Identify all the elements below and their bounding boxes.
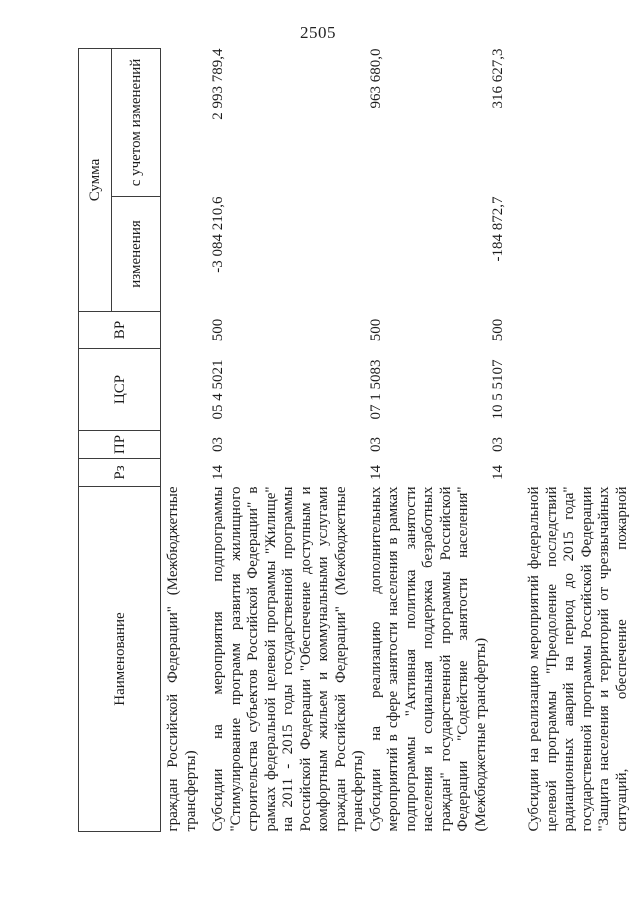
cell-izmeneniya: [368, 197, 491, 312]
page-number: 2505: [300, 23, 336, 42]
cell-s-uchetom: 2 993 789,4: [210, 48, 226, 120]
cell-csr: [161, 349, 211, 431]
cell-csr: 10 5 5107: [490, 359, 506, 420]
col-header-name: Наименование: [79, 487, 161, 832]
cell-vr: 500: [490, 318, 506, 342]
cell-rz: 14: [490, 465, 506, 480]
cell-csr: 07 1 5083: [367, 359, 384, 420]
cell-vr: 500: [210, 318, 226, 342]
cell-izmeneniya: [161, 197, 211, 312]
cell-s-uchetom: 316 627,3: [490, 48, 506, 109]
cell-pr: 03: [490, 437, 506, 452]
cell-csr: 05 4 5021: [210, 359, 226, 420]
header-row-top: [79, 48, 112, 831]
cell-pr: 03: [210, 437, 226, 452]
cell-pr: [161, 431, 211, 459]
cell-name: граждан Российской Федерации" (Межбюджетные трансферты): [165, 486, 199, 832]
table-row-cut-by-page: [490, 48, 631, 831]
cell-s-uchetom: [161, 48, 211, 196]
cell-izmeneniya: -3 084 210,6: [210, 196, 226, 273]
col-header-vr: ВР: [79, 312, 161, 349]
cell-rz: 14: [367, 465, 384, 480]
budget-table: [78, 48, 631, 832]
cell-izmeneniya: -184 872,7: [490, 196, 506, 262]
col-header-summa: Сумма: [79, 48, 112, 311]
col-header-s-uchetom-izmeneniy: с учетом изменений: [112, 48, 161, 196]
col-header-rz: Рз: [79, 459, 161, 487]
cell-rz: [161, 459, 211, 487]
cell-pr: 03: [367, 437, 384, 452]
table-row-continuation: [161, 48, 211, 831]
col-header-pr: ПР: [79, 431, 161, 459]
cell-name: Субсидии на реализацию дополнительных мероприятий в сфере занятости населения в рамках подпрограммы "Активная политика занятости населения и социальная поддержка безработных граждан" государственной программы Российской Федерации "Содействие занятости населения" (Межбюджетные трансферты): [367, 486, 489, 832]
table-body: [161, 48, 632, 831]
table-row: [368, 48, 491, 831]
cell-name: Субсидии на реализацию мероприятий федеральной целевой программы "Преодоление последствий радиационных аварий на период до 2015 года" государственной программы Российской Федерации "Защита населения и территорий от чрезвычайных ситуаций, обеспечение пожарной: [526, 486, 630, 832]
cell-vr: 500: [367, 318, 384, 342]
cell-vr: [161, 312, 211, 349]
cell-rz: 14: [210, 465, 226, 480]
cell-s-uchetom: 963 680,0: [367, 48, 384, 109]
col-header-izmeneniya: изменения: [112, 197, 161, 312]
table-header: [79, 48, 161, 831]
table-row: [210, 48, 368, 831]
cell-name: Субсидии на мероприятия подпрограммы "Стимулирование программ развития жилищного строительства субъектов Российской Федерации" в рамках федеральной целевой программы "Жилище" на 2011 - 2015 годы государственной программы Российской Федерации "Обеспечение доступным и комфортным жильем и коммунальными услугами граждан Российской Федерации" (Межбюджетные трансферты): [210, 486, 366, 832]
col-header-csr: ЦСР: [79, 349, 161, 431]
